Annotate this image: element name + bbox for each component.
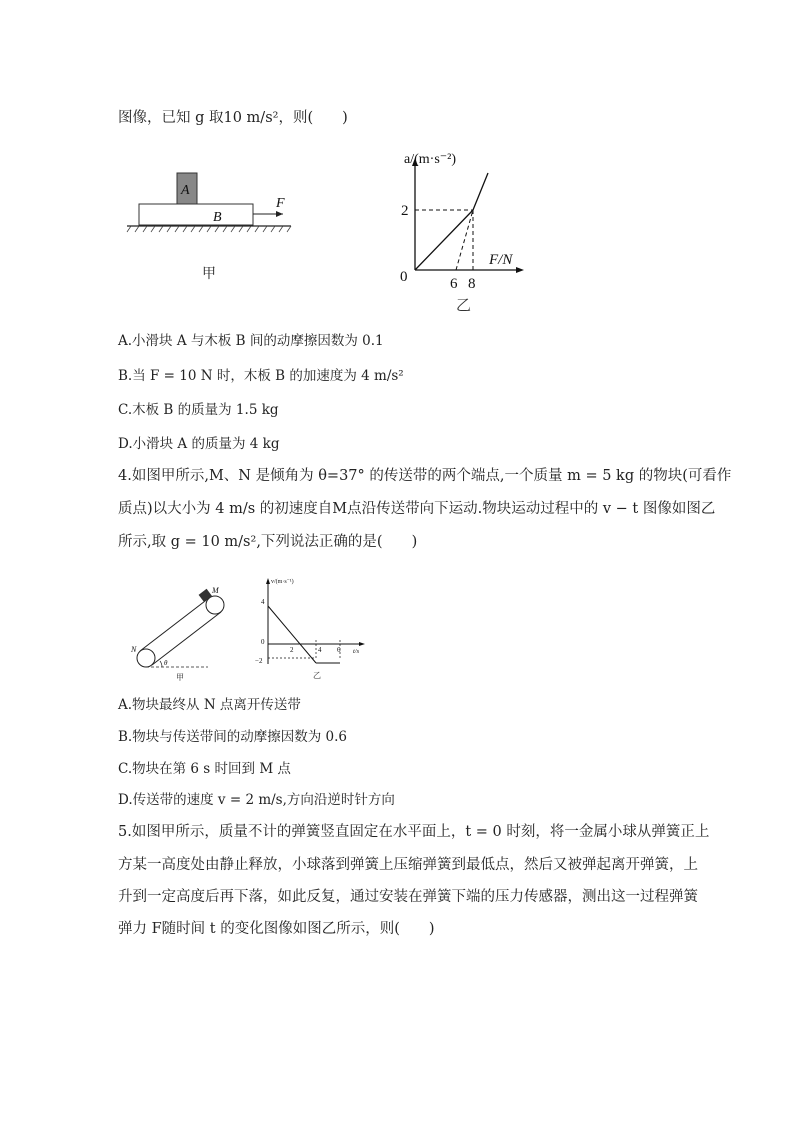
force-label: F — [276, 196, 285, 211]
q3-figure-jia — [125, 165, 295, 285]
t-tick-6: 6 — [337, 646, 341, 654]
label-m: M — [212, 586, 219, 595]
a-f-line-segment-2 — [473, 173, 488, 210]
q3-fig-yi-caption: 乙 — [456, 298, 472, 314]
q3-stem-tail: 图像，已知 g 取10 m/s²，则( ) — [118, 110, 348, 126]
x-tick-8: 8 — [468, 276, 476, 292]
label-n: N — [131, 645, 137, 654]
angle-arc — [160, 661, 162, 667]
y-axis-label: a/(m·s⁻²) — [404, 152, 457, 167]
t-axis-arrow — [359, 642, 365, 646]
board-b-shape — [139, 204, 253, 225]
q4-fig-yi-caption: 乙 — [313, 671, 321, 680]
ground-hatching — [127, 226, 291, 232]
q5-stem-line-2: 方某一高度处由静止释放，小球落到弹簧上压缩弹簧到最低点，然后又被弹起离开弹簧，上 — [118, 857, 698, 873]
q4-stem-line-2: 质点)以大小为 4 m/s 的初速度自M点沿传送带向下运动.物块运动过程中的 v − t 图像如图乙 — [118, 501, 716, 517]
q3-option-d: D.小滑块 A 的质量为 4 kg — [118, 436, 280, 452]
x-axis-arrow — [516, 267, 524, 273]
q4-stem-line-1: 4.如图甲所示,M、N 是倾角为 θ=37° 的传送带的两个端点,一个质量 m = 5 kg 的物块(可看作 — [118, 468, 732, 484]
q4-option-d: D.传送带的速度 v = 2 m/s,方向沿逆时针方向 — [118, 792, 395, 808]
block-a-label: A — [181, 183, 190, 198]
q3-fig-jia-caption: 甲 — [202, 267, 216, 282]
q5-stem-line-1: 5.如图甲所示，质量不计的弹簧竖直固定在水平面上，t = 0 时刻，将一金属小球从弹簧正上 — [118, 824, 710, 840]
v-tick-0: 0 — [261, 638, 265, 646]
q4-option-c: C.物块在第 6 s 时回到 M 点 — [118, 761, 291, 777]
force-arrowhead — [276, 211, 283, 217]
q5-stem-line-3: 升到一定高度后再下落，如此反复，通过安装在弹簧下端的压力传感器，测出这一过程弹簧 — [118, 889, 698, 905]
angle-label: θ — [164, 659, 168, 667]
t-axis-label: t/s — [353, 648, 360, 655]
x-axis-label: F/N — [489, 252, 513, 268]
v-axis-label: v/(m·s⁻¹) — [271, 579, 294, 585]
origin-label: 0 — [400, 269, 408, 285]
q4-figure-yi — [250, 572, 380, 684]
q4-figure-jia — [128, 583, 240, 683]
belt-top — [140, 598, 209, 651]
t-tick-2: 2 — [290, 646, 294, 654]
t-tick-4: 4 — [318, 646, 322, 654]
q3-option-c: C.木板 B 的质量为 1.5 kg — [118, 402, 279, 418]
v-axis-arrow — [266, 578, 270, 584]
v-tick-neg2: −2 — [255, 657, 263, 665]
belt-bottom — [152, 612, 221, 665]
q4-stem-line-3: 所示,取 g = 10 m/s²,下列说法正确的是( ) — [118, 534, 418, 550]
v-tick-4: 4 — [261, 598, 265, 606]
x-tick-6: 6 — [450, 276, 458, 292]
vt-line-decel — [268, 606, 316, 663]
q4-fig-jia-caption: 甲 — [176, 673, 184, 682]
q5-stem-line-4: 弹力 F随时间 t 的变化图像如图乙所示，则( ) — [118, 921, 435, 937]
q3-option-a: A.小滑块 A 与木板 B 间的动摩擦因数为 0.1 — [118, 333, 384, 349]
q4-option-b: B.物块与传送带间的动摩擦因数为 0.6 — [118, 729, 347, 745]
q3-figure-yi — [370, 140, 550, 318]
q3-option-b: B.当 F = 10 N 时，木板 B 的加速度为 4 m/s² — [118, 368, 404, 384]
q4-option-a: A.物块最终从 N 点离开传送带 — [118, 697, 301, 713]
board-b-label: B — [213, 210, 222, 225]
y-tick-2: 2 — [401, 203, 409, 219]
